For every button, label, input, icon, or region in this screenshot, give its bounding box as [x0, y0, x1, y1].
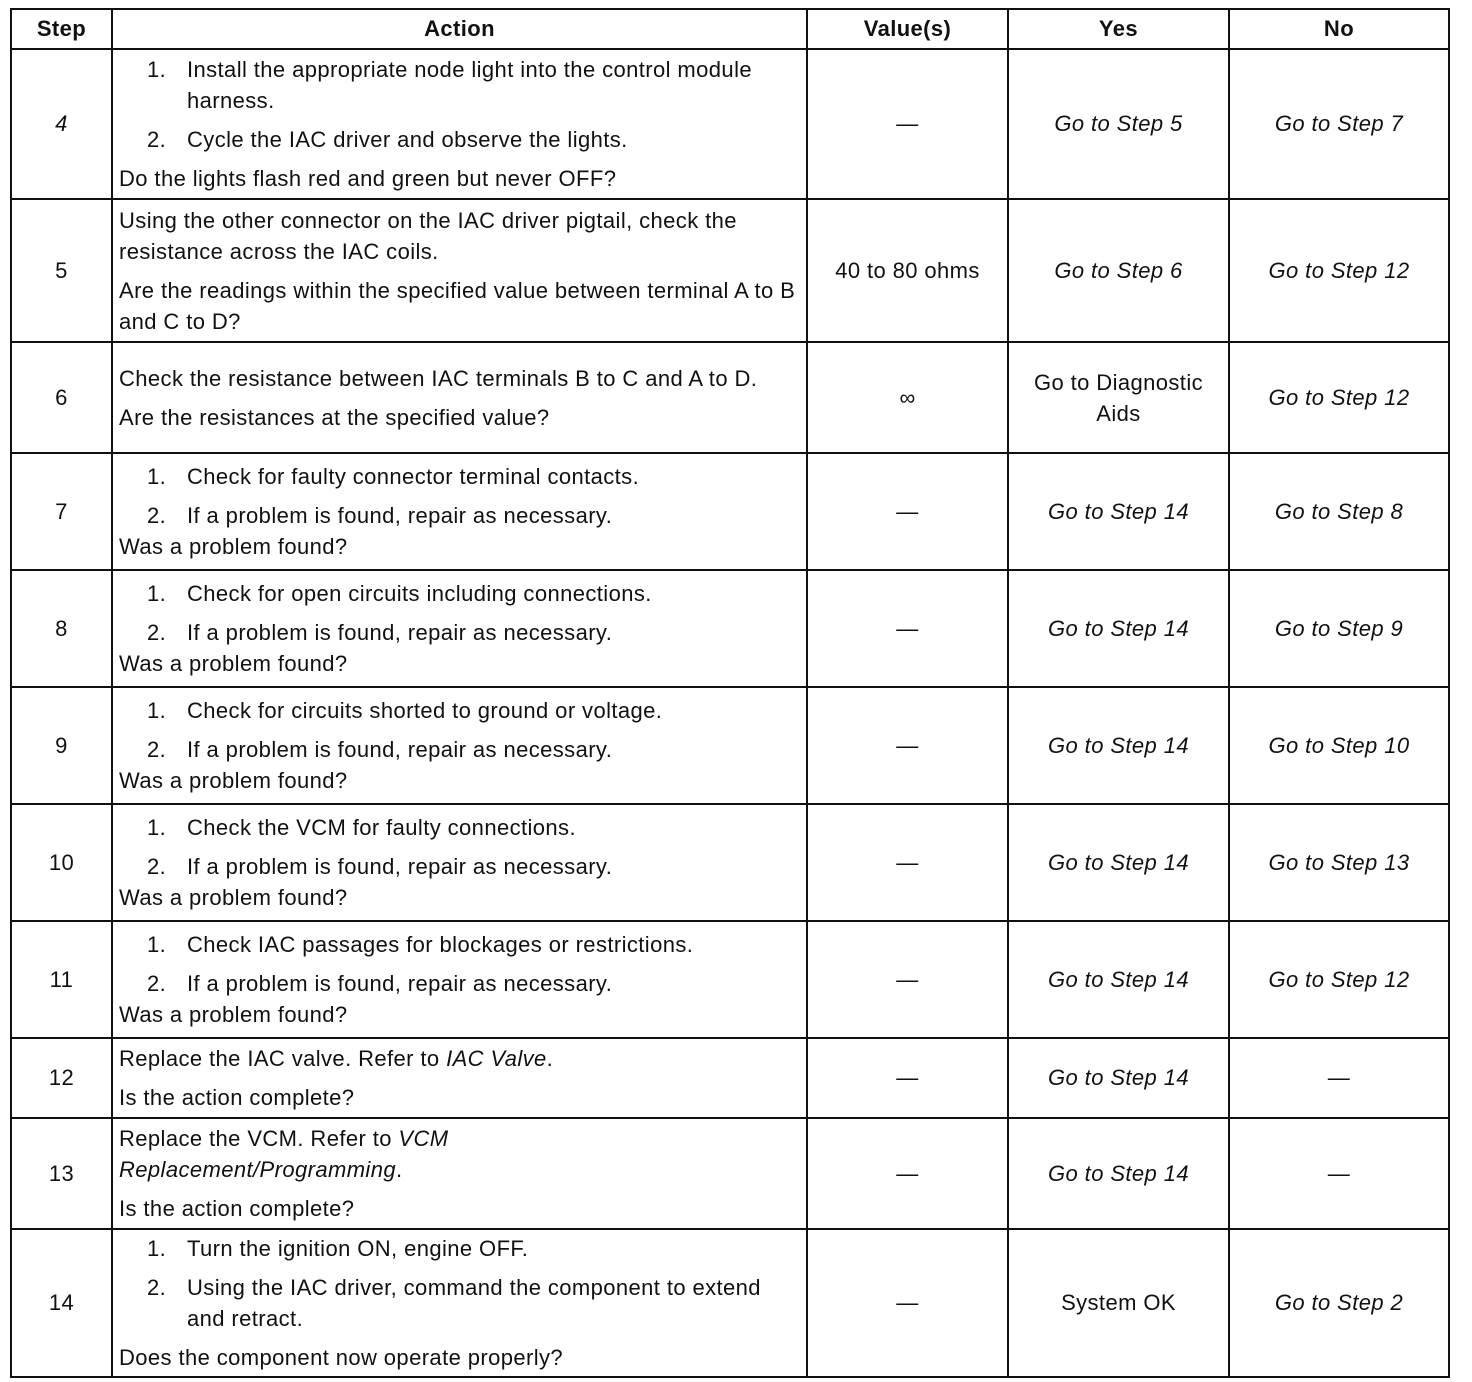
action-item: 1. Check for circuits shorted to ground or voltage. [147, 698, 663, 723]
table-row [11, 687, 1449, 804]
action-item: 2. If a problem is found, repair as necessary. [147, 971, 613, 996]
value-cell: — [807, 49, 1008, 199]
action-item: 1. Check IAC passages for blockages or restrictions. [147, 932, 694, 957]
no-cell: Go to Step 8 [1229, 453, 1449, 570]
no-cell: — [1229, 1118, 1449, 1229]
value-cell: — [807, 687, 1008, 804]
value-cell: — [807, 453, 1008, 570]
no-cell: Go to Step 10 [1229, 687, 1449, 804]
action-question: Are the readings within the specified value between terminal A to B and C to D? [119, 277, 796, 334]
value-cell: — [807, 804, 1008, 921]
no-cell: Go to Step 13 [1229, 804, 1449, 921]
table-row [11, 199, 1449, 342]
no-cell: Go to Step 12 [1229, 342, 1449, 453]
action-cell [112, 1118, 807, 1229]
action-cell [112, 199, 807, 342]
action-question: Does the component now operate properly? [119, 1345, 564, 1370]
step-number: 8 [11, 570, 112, 687]
yes-cell: Go to Step 14 [1008, 1038, 1229, 1118]
action-text: Check the resistance between IAC terminals B to C and A to D. [119, 365, 758, 391]
no-cell: Go to Step 12 [1229, 199, 1449, 342]
step-number: 4 [11, 49, 112, 199]
action-question: Was a problem found? [119, 651, 348, 676]
action-item: 2. If a problem is found, repair as necessary. [147, 737, 613, 762]
action-cell [112, 1038, 807, 1118]
action-item: 2. If a problem is found, repair as necessary. [147, 503, 613, 528]
step-number: 13 [11, 1118, 112, 1229]
action-question: Is the action complete? [119, 1196, 355, 1221]
step-number: 9 [11, 687, 112, 804]
header-yes: Yes [1008, 9, 1229, 49]
action-item: 1. Install the appropriate node light into the control module harness. [147, 57, 752, 113]
value-cell: — [807, 570, 1008, 687]
no-cell: Go to Step 12 [1229, 921, 1449, 1038]
yes-cell: Go to Step 14 [1008, 921, 1229, 1038]
diagnostic-table [10, 8, 1450, 1378]
table-row [11, 1229, 1449, 1377]
no-cell: — [1229, 1038, 1449, 1118]
action-item: 2. Cycle the IAC driver and observe the lights. [147, 127, 628, 152]
value-cell: — [807, 1038, 1008, 1118]
step-number: 10 [11, 804, 112, 921]
yes-cell: Go to Diagnostic Aids [1008, 342, 1229, 453]
action-question: Are the resistances at the specified value? [119, 404, 550, 430]
step-number: 11 [11, 921, 112, 1038]
step-number: 6 [11, 342, 112, 453]
table-row [11, 1118, 1449, 1229]
yes-cell: Go to Step 14 [1008, 1118, 1229, 1229]
value-cell: ∞ [807, 342, 1008, 453]
action-question: Is the action complete? [119, 1085, 355, 1110]
no-cell: Go to Step 2 [1229, 1229, 1449, 1377]
step-number: 12 [11, 1038, 112, 1118]
action-item: 1. Check the VCM for faulty connections. [147, 815, 576, 840]
table-row [11, 804, 1449, 921]
header-step: Step [11, 9, 112, 49]
action-question: Was a problem found? [119, 885, 348, 910]
no-cell: Go to Step 7 [1229, 49, 1449, 199]
action-cell [112, 453, 807, 570]
yes-cell: System OK [1008, 1229, 1229, 1377]
table-row [11, 921, 1449, 1038]
value-cell: — [807, 1229, 1008, 1377]
action-item: 2. If a problem is found, repair as necessary. [147, 854, 613, 879]
value-cell: 40 to 80 ohms [807, 199, 1008, 342]
table-row [11, 453, 1449, 570]
yes-cell: Go to Step 6 [1008, 199, 1229, 342]
step-number: 7 [11, 453, 112, 570]
table-row [11, 342, 1449, 453]
yes-cell: Go to Step 14 [1008, 453, 1229, 570]
yes-cell: Go to Step 5 [1008, 49, 1229, 199]
action-item: 1. Check for open circuits including connections. [147, 581, 652, 606]
reference-link[interactable]: IAC Valve [446, 1046, 547, 1071]
action-item: 2. Using the IAC driver, command the component to extend and retract. [147, 1275, 761, 1331]
action-text: Replace the IAC valve. Refer to IAC Valve. [119, 1046, 554, 1071]
header-row [11, 9, 1449, 49]
table-row [11, 49, 1449, 199]
action-question: Was a problem found? [119, 1002, 348, 1027]
action-cell [112, 804, 807, 921]
action-cell [112, 49, 807, 199]
yes-cell: Go to Step 14 [1008, 570, 1229, 687]
action-item: 1. Turn the ignition ON, engine OFF. [147, 1236, 529, 1261]
header-values: Value(s) [807, 9, 1008, 49]
action-cell [112, 921, 807, 1038]
value-cell: — [807, 1118, 1008, 1229]
value-cell: — [807, 921, 1008, 1038]
action-cell [112, 687, 807, 804]
action-text: Replace the VCM. Refer to VCM Replacement/Programming. [119, 1126, 449, 1182]
step-number: 5 [11, 199, 112, 342]
header-no: No [1229, 9, 1449, 49]
step-number: 14 [11, 1229, 112, 1377]
action-cell [112, 342, 807, 453]
table-row [11, 570, 1449, 687]
action-question: Was a problem found? [119, 534, 348, 559]
action-question: Do the lights flash red and green but never OFF? [119, 166, 617, 191]
action-text: Using the other connector on the IAC driver pigtail, check the resistance across the IAC coils. [119, 207, 737, 264]
no-cell: Go to Step 9 [1229, 570, 1449, 687]
action-cell [112, 570, 807, 687]
action-cell [112, 1229, 807, 1377]
action-question: Was a problem found? [119, 768, 348, 793]
action-item: 2. If a problem is found, repair as necessary. [147, 620, 613, 645]
reference-link[interactable]: VCM Replacement/Programming [119, 1126, 449, 1182]
table-row [11, 1038, 1449, 1118]
yes-cell: Go to Step 14 [1008, 687, 1229, 804]
yes-cell: Go to Step 14 [1008, 804, 1229, 921]
action-item: 1. Check for faulty connector terminal contacts. [147, 464, 640, 489]
header-action: Action [112, 9, 807, 49]
